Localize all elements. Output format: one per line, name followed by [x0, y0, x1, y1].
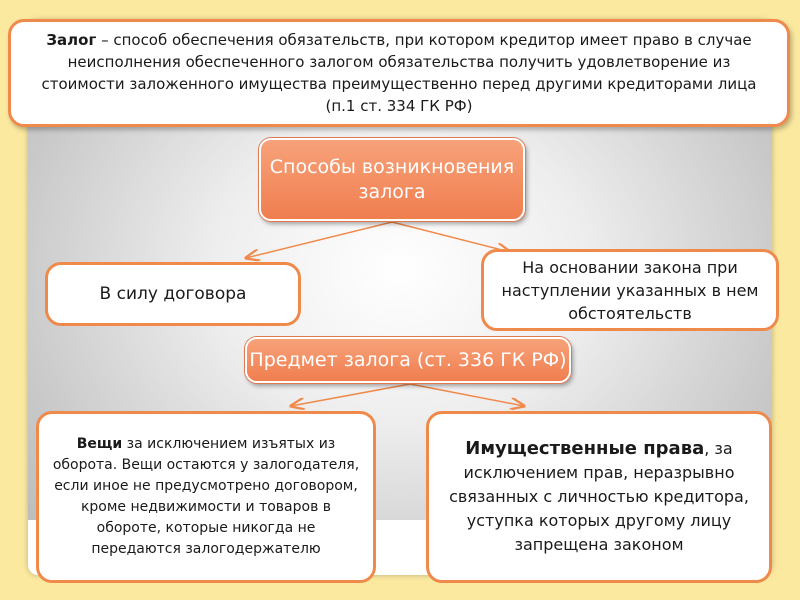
methods-title: Способы возникновения залога — [269, 155, 515, 203]
origin-law-box — [481, 249, 779, 331]
rights-box — [426, 411, 772, 583]
origin-contract-box — [45, 262, 301, 326]
definition-text — [29, 29, 769, 117]
things-text — [51, 434, 361, 560]
subject-node — [245, 337, 571, 383]
things-box — [36, 411, 376, 583]
things-body: за исключением изъятых из оборота. Вещи остаются у залогодателя, если иное не предусмотрено договором, кроме недвижимости и товаров в обороте, которые никогда не передаются залогодержателю — [52, 436, 360, 557]
definition-box — [8, 19, 790, 127]
rights-body: , за исключением прав, неразрывно связанных с личностью кредитора, уступка которых другому лицу запрещена законом — [449, 439, 749, 554]
origin-contract-label: В силу договора — [99, 284, 247, 304]
origin-law-label: На основании закона при наступлении указанных в нем обстоятельств — [501, 257, 759, 323]
subject-title: Предмет залога (ст. 336 ГК РФ) — [249, 349, 567, 371]
definition-body: – способ обеспечения обязательств, при котором кредитор имеет право в случае неисполнения обеспеченного залогом обязательства получить удовлетворение из стоимости заложенного имущества преимущественно перед другими кредиторами лица (п.1 ст. 334 ГК РФ) — [41, 31, 757, 115]
definition-term: Залог — [46, 31, 97, 49]
rights-text — [439, 437, 759, 557]
rights-term: Имущественные права — [465, 438, 705, 459]
methods-node — [259, 138, 525, 221]
things-term: Вещи — [76, 436, 123, 452]
